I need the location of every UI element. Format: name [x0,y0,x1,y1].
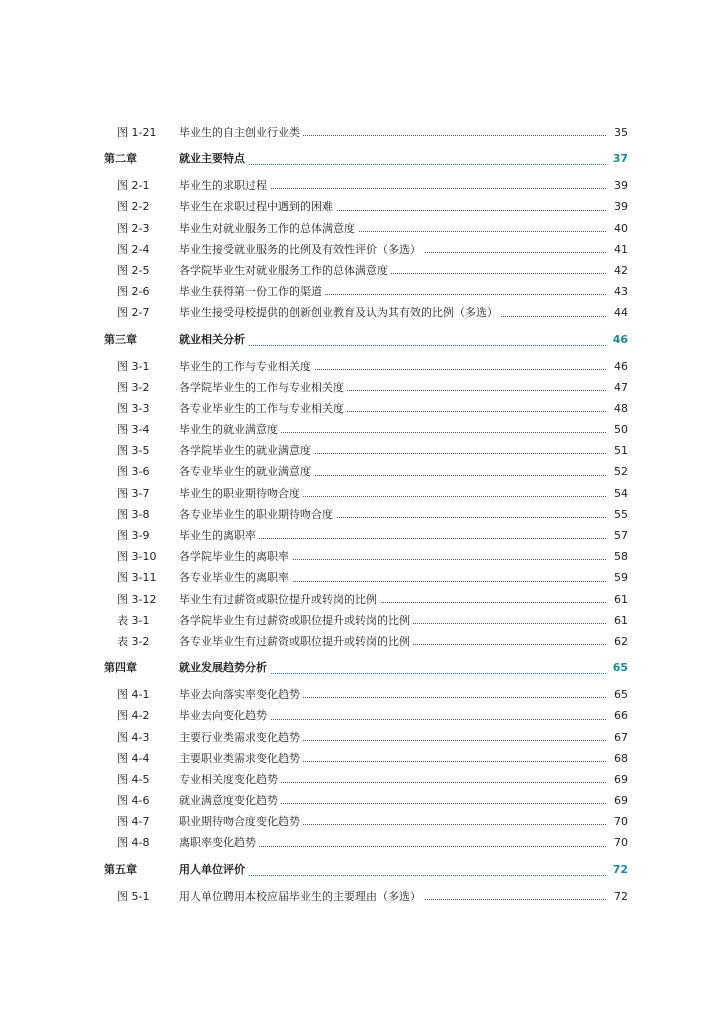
toc-figure-entry[interactable] [0,122,724,143]
toc-figure-entry[interactable] [0,610,724,631]
toc-figure-entry[interactable] [0,769,724,790]
toc-entry-title-text: 各学院毕业生的工作与专业相关度 [179,381,347,394]
toc-figure-entry[interactable] [0,440,724,461]
toc-entry-page-number: 37 [612,152,628,166]
toc-entry-page-number: 69 [614,794,628,808]
toc-entry-title-text: 毕业生接受母校提供的创新创业教育及认为其有效的比例（多选） [179,306,501,319]
toc-entry-title-text: 就业主要特点 [179,152,248,165]
toc-entry-page-number: 41 [614,242,628,256]
toc-entry-page-number: 39 [614,200,628,214]
toc-entry-page-number: 39 [614,179,628,193]
toc-entry-title [179,281,628,302]
toc-figure-entry[interactable] [0,260,724,281]
toc-entry-label: 图 4-4 [117,751,150,765]
toc-figure-entry[interactable] [0,281,724,302]
toc-entry-label: 图 3-2 [117,380,150,394]
toc-entry-page-number: 66 [614,709,628,723]
toc-entry-title [179,483,628,504]
toc-entry-label: 表 3-1 [117,613,150,627]
toc-entry-title-text: 毕业生的就业满意度 [179,423,281,436]
toc-entry-label: 图 4-6 [117,794,150,808]
toc-entry-title [179,652,628,684]
toc-entry-title [179,886,628,907]
toc-entry-title [179,218,628,239]
toc-entry-title [179,504,628,525]
toc-entry-page-number: 48 [614,401,628,415]
toc-entry-title [179,175,628,196]
toc-entry-title-text: 毕业生的自主创业行业类 [179,126,303,139]
toc-entry-title [179,610,628,631]
toc-entry-page-number: 50 [614,423,628,437]
toc-entry-label: 第五章 [104,862,137,876]
toc-entry-title-text: 各学院毕业生的离职率 [179,550,292,563]
toc-entry-page-number: 40 [614,221,628,235]
toc-entry-title [179,684,628,705]
toc-entry-label: 图 2-2 [117,200,150,214]
toc-figure-entry[interactable] [0,302,724,323]
toc-entry-page-number: 52 [614,465,628,479]
toc-entry-title-text: 专业相关度变化趋势 [179,773,281,786]
toc-entry-label: 图 2-6 [117,285,150,299]
toc-entry-page-number: 43 [614,285,628,299]
toc-entry-page-number: 61 [614,613,628,627]
toc-entry-title-text: 毕业生对就业服务工作的总体满意度 [179,222,358,235]
toc-entry-page-number: 55 [614,507,628,521]
toc-entry-label: 图 2-5 [117,263,150,277]
toc-entry-label: 图 3-7 [117,486,150,500]
toc-entry-page-number: 62 [614,634,628,648]
toc-entry-title [179,324,628,356]
toc-entry-title [179,832,628,853]
toc-entry-page-number: 65 [614,688,628,702]
toc-figure-entry[interactable] [0,684,724,705]
toc-entry-title [179,239,628,260]
toc-entry-title [179,567,628,588]
toc-entry-page-number: 70 [614,815,628,829]
toc-entry-title-text: 各学院毕业生对就业服务工作的总体满意度 [179,264,391,277]
toc-entry-title [179,705,628,726]
toc-entry-title [179,811,628,832]
toc-entry-label: 第三章 [104,332,137,346]
toc-entry-title-text: 职业期待吻合度变化趋势 [179,815,303,828]
toc-entry-label: 图 5-1 [117,889,150,903]
toc-figure-entry[interactable] [0,546,724,567]
toc-figure-entry[interactable] [0,239,724,260]
toc-figure-entry[interactable] [0,811,724,832]
toc-entry-label: 图 3-10 [117,550,157,564]
toc-entry-page-number: 46 [612,332,628,346]
toc-entry-label: 图 3-3 [117,401,150,415]
toc-entry-title [179,727,628,748]
toc-entry-title-text: 毕业去向变化趋势 [179,709,270,722]
toc-entry-page-number: 46 [614,359,628,373]
toc-entry-title-text: 各学院毕业生有过薪资或职位提升或转岗的比例 [179,614,413,627]
toc-figure-entry[interactable] [0,631,724,652]
toc-entry-title [179,854,628,886]
toc-entry-title-text: 就业满意度变化趋势 [179,794,281,807]
toc-entry-title [179,143,628,175]
toc-entry-page-number: 69 [614,772,628,786]
toc-chapter-entry[interactable] [0,854,724,886]
toc-entry-title [179,440,628,461]
toc-entry-title-text: 毕业生的求职过程 [179,179,270,192]
toc-entry-page-number: 44 [614,306,628,320]
toc-chapter-entry[interactable] [0,652,724,684]
toc-entry-label: 第二章 [104,152,137,166]
toc-figure-entry[interactable] [0,175,724,196]
toc-entry-label: 图 4-2 [117,709,150,723]
toc-entry-title [179,769,628,790]
toc-figure-entry[interactable] [0,483,724,504]
toc-entry-label: 图 4-8 [117,836,150,850]
toc-entry-label: 图 3-4 [117,423,150,437]
toc-entry-title [179,302,628,323]
toc-entry-title-text: 各学院毕业生的就业满意度 [179,444,314,457]
toc-entry-title-text: 就业发展趋势分析 [179,661,270,674]
toc-entry-label: 图 3-5 [117,444,150,458]
toc-entry-title-text: 毕业生在求职过程中遇到的困难 [179,200,336,213]
toc-entry-title-text: 毕业去向落实率变化趋势 [179,688,303,701]
toc-entry-title-text: 各专业毕业生的就业满意度 [179,465,314,478]
toc-entry-title [179,356,628,377]
toc-figure-entry[interactable] [0,705,724,726]
toc-entry-title [179,546,628,567]
toc-entry-page-number: 68 [614,751,628,765]
toc-entry-title-text: 主要职业类需求变化趋势 [179,752,303,765]
toc-entry-title-text: 毕业生接受就业服务的比例及有效性评价（多选） [179,243,424,256]
toc-entry-title-text: 毕业生的工作与专业相关度 [179,360,314,373]
toc-entry-title-text: 就业相关分析 [179,333,248,346]
toc-entry-title-text: 用人单位聘用本校应届毕业生的主要理由（多选） [179,890,424,903]
toc-entry-page-number: 65 [612,661,628,675]
toc-entry-title [179,398,628,419]
toc-entry-label: 图 4-1 [117,688,150,702]
toc-entry-title-text: 主要行业类需求变化趋势 [179,731,303,744]
toc-entry-label: 图 1-21 [117,126,157,139]
toc-entry-title-text: 各专业毕业生有过薪资或职位提升或转岗的比例 [179,635,413,648]
toc-figure-entry[interactable] [0,589,724,610]
toc-figure-entry[interactable] [0,196,724,217]
toc-entry-label: 图 2-1 [117,179,150,193]
toc-figure-entry[interactable] [0,218,724,239]
toc-entry-title-text: 毕业生有过薪资或职位提升或转岗的比例 [179,593,380,606]
toc-entry-title [179,790,628,811]
toc-entry-label: 图 3-6 [117,465,150,479]
toc-entry-label: 第四章 [104,661,137,675]
toc-figure-entry[interactable] [0,727,724,748]
toc-entry-label: 图 4-5 [117,772,150,786]
toc-entry-label: 图 4-7 [117,815,150,829]
toc-entry-page-number: 42 [614,263,628,277]
toc-entry-page-number: 35 [614,126,628,139]
toc-figure-entry[interactable] [0,356,724,377]
toc-figure-entry[interactable] [0,377,724,398]
toc-entry-title [179,461,628,482]
toc-entry-page-number: 59 [614,571,628,585]
toc-figure-entry[interactable] [0,748,724,769]
toc-entry-label: 图 3-12 [117,592,157,606]
toc-entry-label: 表 3-2 [117,634,150,648]
toc-figure-entry[interactable] [0,398,724,419]
toc-entry-label: 图 3-8 [117,507,150,521]
toc-entry-label: 图 2-7 [117,306,150,320]
toc-entry-title [179,525,628,546]
toc-entry-page-number: 54 [614,486,628,500]
toc-entry-title [179,122,628,143]
toc-entry-title-text: 各专业毕业生的工作与专业相关度 [179,402,347,415]
toc-entry-label: 图 3-1 [117,359,150,373]
toc-figure-entry[interactable] [0,790,724,811]
toc-figure-entry[interactable] [0,504,724,525]
toc-chapter-entry[interactable] [0,143,724,175]
toc-entry-page-number: 51 [614,444,628,458]
toc-entry-page-number: 58 [614,550,628,564]
toc-entry-title-text: 毕业生的离职率 [179,529,259,542]
toc-entry-title [179,196,628,217]
toc-entry-page-number: 61 [614,592,628,606]
table-of-contents [0,122,724,907]
toc-entry-title [179,260,628,281]
toc-entry-title-text: 用人单位评价 [179,863,248,876]
toc-entry-title [179,419,628,440]
toc-figure-entry[interactable] [0,525,724,546]
toc-entry-label: 图 3-9 [117,529,150,542]
toc-entry-page-number: 57 [614,529,628,542]
toc-entry-title-text: 各专业毕业生的职业期待吻合度 [179,508,336,521]
toc-entry-title [179,631,628,652]
toc-entry-label: 图 4-3 [117,730,150,744]
toc-entry-label: 图 2-4 [117,242,150,256]
toc-figure-entry[interactable] [0,567,724,588]
toc-entry-page-number: 72 [614,889,628,903]
toc-entry-title-text: 离职率变化趋势 [179,836,259,849]
toc-figure-entry[interactable] [0,461,724,482]
toc-entry-page-number: 70 [614,836,628,850]
toc-entry-label: 图 3-11 [117,571,157,585]
toc-entry-title [179,748,628,769]
toc-figure-entry[interactable] [0,886,724,907]
toc-entry-title-text: 各专业毕业生的离职率 [179,571,292,584]
toc-entry-title [179,377,628,398]
toc-entry-label: 图 2-3 [117,221,150,235]
toc-entry-page-number: 47 [614,380,628,394]
toc-entry-page-number: 67 [614,730,628,744]
toc-entry-title-text: 毕业生的职业期待吻合度 [179,487,303,500]
toc-figure-entry[interactable] [0,419,724,440]
toc-entry-title-text: 毕业生获得第一份工作的渠道 [179,285,325,298]
toc-chapter-entry[interactable] [0,324,724,356]
toc-figure-entry[interactable] [0,832,724,853]
toc-entry-page-number: 72 [612,862,628,876]
toc-entry-title [179,589,628,610]
